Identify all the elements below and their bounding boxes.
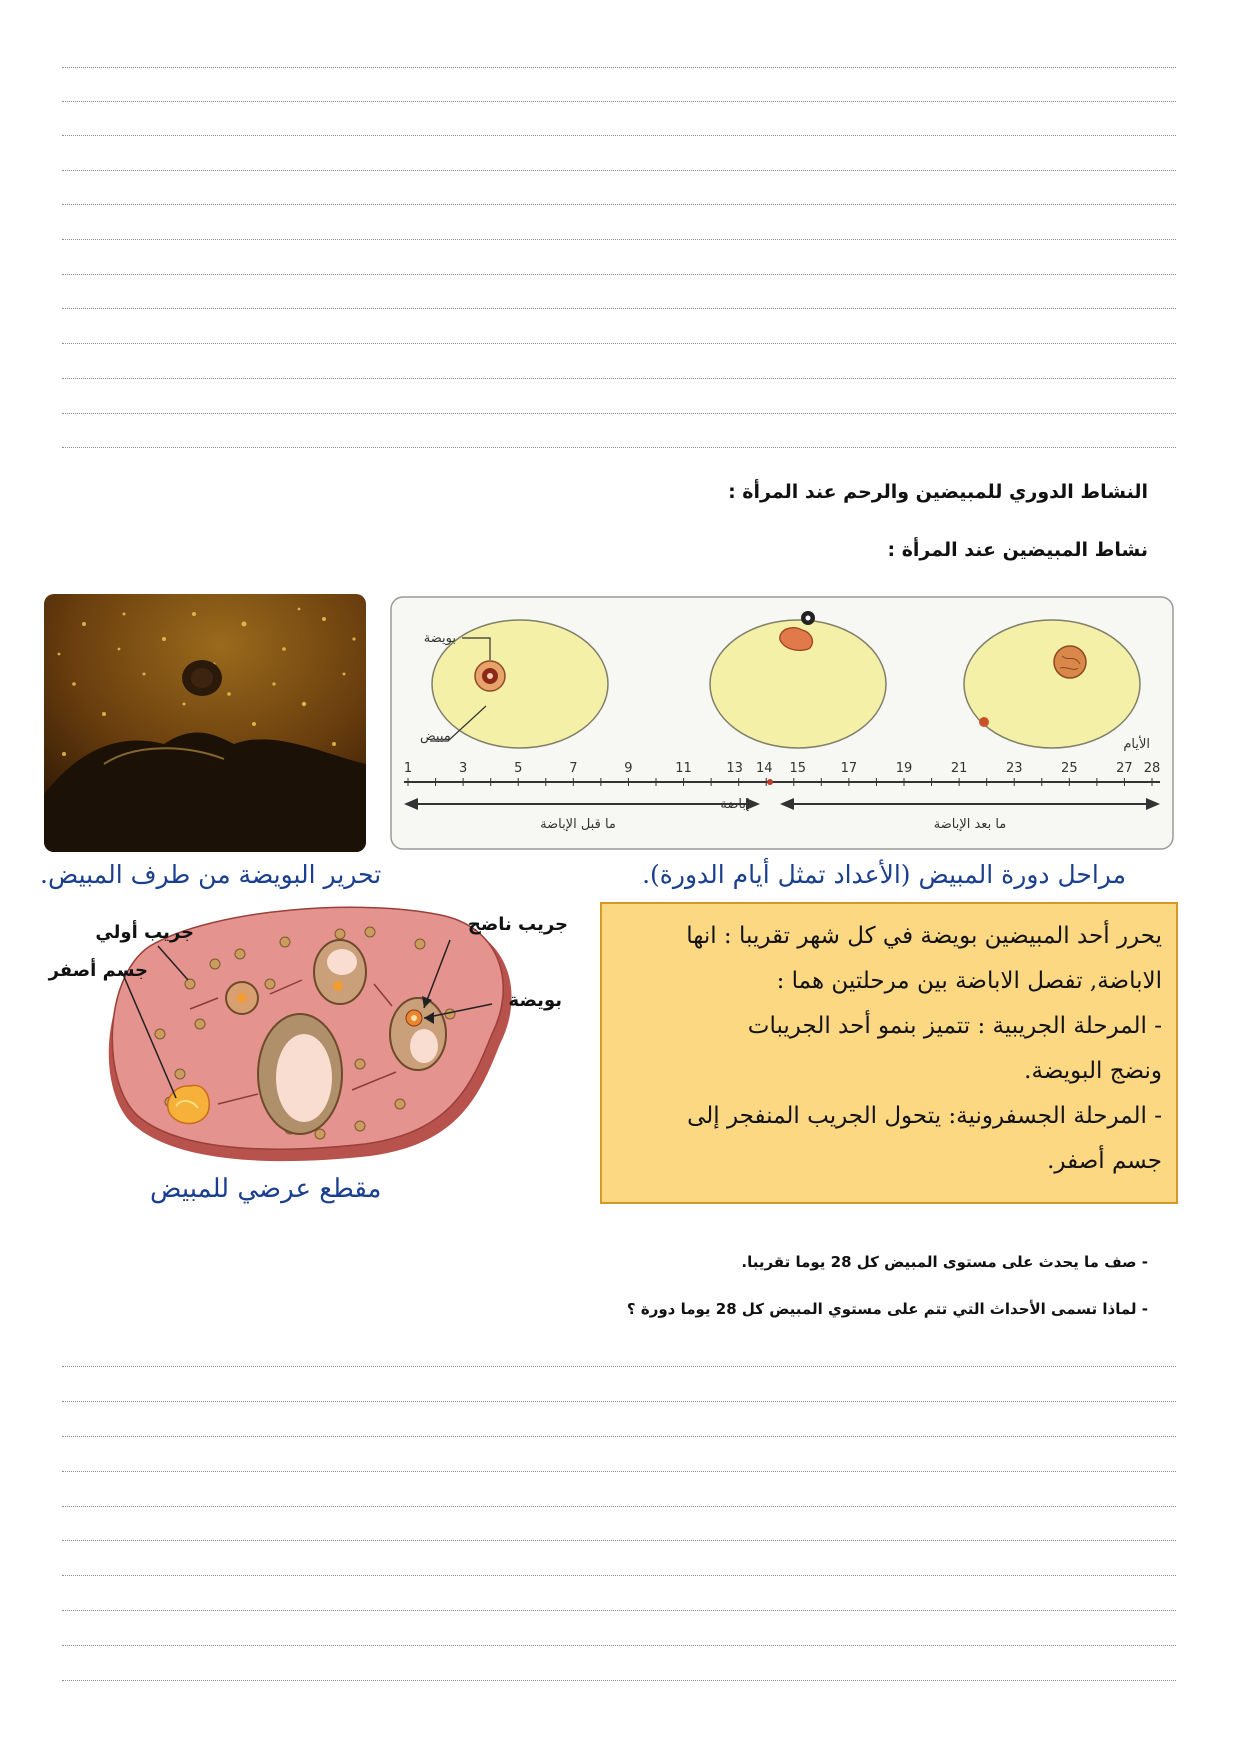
day-tick-label: 1 [403, 761, 413, 776]
label-post-ovulation: ما بعد الإباضة [933, 817, 1007, 832]
answer-line [62, 343, 1176, 344]
ovarian-cycle-diagram [390, 596, 1174, 850]
day-tick-label: 5 [514, 761, 523, 776]
answer-line [62, 1401, 1176, 1402]
ovary-section-caption: مقطع عرضي للمبيض [150, 1174, 382, 1204]
label-corpus-luteum: جسم أصفر [48, 960, 148, 981]
question-1: - صف ما يحدث على مستوى المبيض كل 28 يوما تقريبا. [741, 1253, 1148, 1271]
answer-line [62, 204, 1176, 205]
label-primary-follicle: جريب أولي [95, 922, 194, 943]
day-tick-label: 23 [1005, 761, 1023, 776]
label-ovum: بويضة [423, 631, 456, 646]
label-pre-ovulation: ما قبل الإباضة [540, 817, 616, 832]
day-tick-label: 25 [1061, 761, 1078, 776]
day-tick-label: 13 [726, 761, 743, 776]
day-tick-label: 27 [1116, 761, 1133, 776]
answer-line [62, 67, 1176, 68]
answer-line [62, 1471, 1176, 1472]
answer-line [62, 274, 1176, 275]
answer-line [62, 1436, 1176, 1437]
answer-line [62, 101, 1176, 102]
answer-line [62, 239, 1176, 240]
day-tick-label: 11 [675, 761, 692, 776]
day-tick-label: 19 [895, 761, 913, 776]
answer-line [62, 1575, 1176, 1576]
main-heading: النشاط الدوري للمبيضين والرحم عند المرأة : [728, 481, 1148, 503]
info-line: يحرر أحد المبيضين بويضة في كل شهر تقريبا : انها [686, 923, 1162, 949]
info-line: ونضج البويضة. [1024, 1058, 1162, 1084]
answer-line [62, 1540, 1176, 1541]
ovulation-photo [44, 594, 366, 852]
ovary-stage-1 [432, 620, 608, 748]
answer-line [62, 1506, 1176, 1507]
day-tick-label: 9 [624, 761, 633, 776]
label-section-ovum: بويضة [508, 990, 562, 1011]
sub-heading: نشاط المبيضين عند المرأة : [887, 539, 1148, 561]
corpus-luteum-blob [168, 1085, 210, 1123]
answer-line [62, 378, 1176, 379]
answer-line [62, 1610, 1176, 1611]
ovulation-marker [767, 779, 773, 785]
ovulation-photo-caption: تحرير البويضة من طرف المبيض. [40, 860, 382, 889]
day-tick-label: 7 [569, 761, 578, 776]
info-box [600, 902, 1178, 1204]
answer-line [62, 135, 1176, 136]
info-line: - المرحلة الجسفرونية: يتحول الجريب المنفجر إلى [687, 1103, 1162, 1129]
answer-line [62, 1645, 1176, 1646]
day-tick-label: 28 [1143, 761, 1161, 776]
ovary-cross-section [40, 894, 570, 1204]
label-days: الأيام [1123, 737, 1150, 752]
label-ovulation: إباضة [720, 797, 750, 812]
answer-line [62, 1366, 1176, 1367]
answer-line [62, 308, 1176, 309]
day-tick-label: 15 [789, 761, 807, 776]
ovary-stage-3 [964, 620, 1140, 748]
answer-line [62, 447, 1176, 448]
question-2: - لماذا تسمى الأحداث التي تتم على مستوي المبيض كل 28 يوما دورة ؟ [626, 1300, 1148, 1318]
label-ovary: مبيض [420, 729, 451, 744]
info-line: الاباضة, تفصل الاباضة بين مرحلتين هما : [776, 968, 1162, 994]
day-tick-label: 3 [458, 761, 468, 776]
ovulation-photo-image [44, 594, 366, 852]
info-line: جسم أصفر. [1047, 1148, 1162, 1174]
answer-line [62, 170, 1176, 171]
label-mature-follicle: جريب ناضج [467, 914, 568, 935]
answer-line [62, 413, 1176, 414]
corpus-luteum-icon [1054, 646, 1086, 678]
small-follicle-icon [979, 717, 989, 727]
day-tick-label: 14 [755, 761, 773, 776]
info-line: - المرحلة الجريبية : تتميز بنمو أحد الجريبات [747, 1013, 1162, 1039]
ovarian-cycle-caption: مراحل دورة المبيض (الأعداد تمثل أيام الدورة). [642, 860, 1126, 889]
day-tick-label: 17 [840, 761, 858, 776]
answer-line [62, 1680, 1176, 1681]
day-tick-label: 21 [950, 761, 968, 776]
